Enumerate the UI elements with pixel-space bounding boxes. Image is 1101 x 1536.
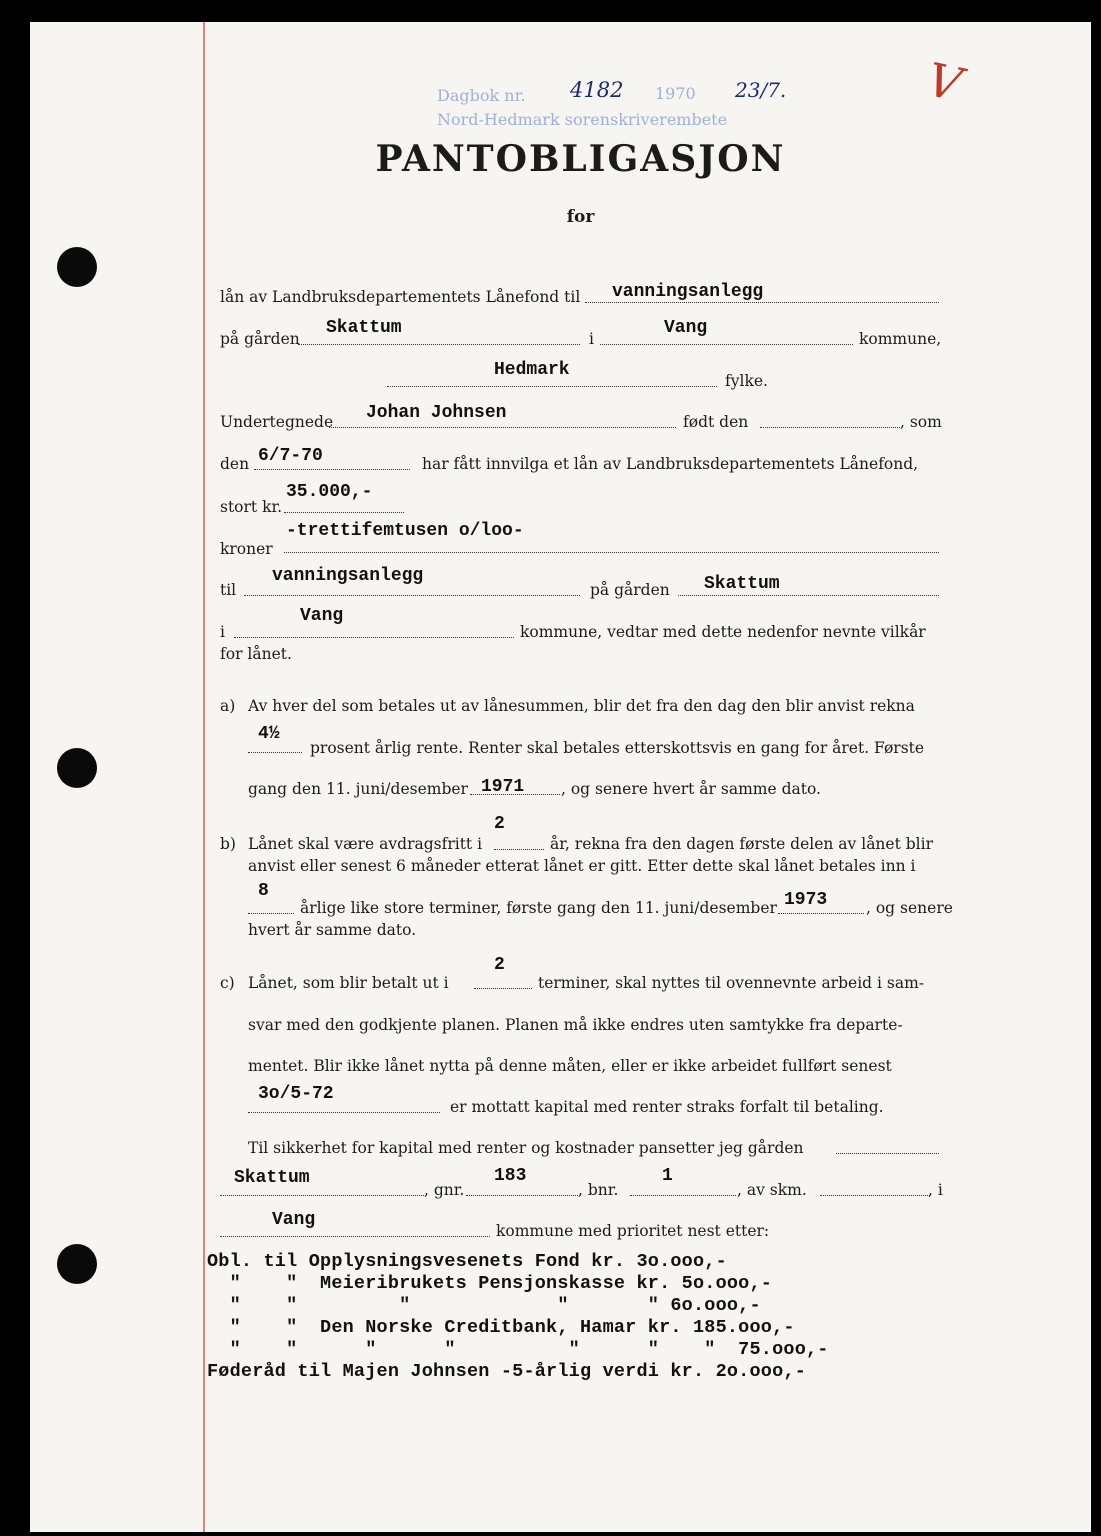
fill-line [234, 637, 514, 638]
accept-text: kommune, vedtar med dette nedenfor nevnte vilkår [520, 623, 926, 641]
fill-line [248, 752, 302, 753]
priority-line: Obl. til Opplysningsvesenets Fond kr. 3o.ooo,- [207, 1251, 727, 1272]
amount-words-value: -trettifemtusen o/loo- [286, 521, 524, 541]
punch-hole [57, 1244, 97, 1284]
stamp-office: Nord-Hedmark sorenskriverembete [437, 110, 728, 129]
priority-line: " " " " " 6o.ooo,- [207, 1295, 761, 1316]
gnr-label: , gnr. [424, 1181, 465, 1199]
terms-value: 8 [258, 881, 269, 901]
municipality-value: Vang [664, 318, 708, 338]
priority-line: " " Meieribrukets Pensjonskasse kr. 5o.ooo,- [207, 1273, 773, 1294]
den-label: den [220, 455, 250, 473]
first-payment-year-value: 1973 [784, 890, 828, 910]
priority-line: Føderåd til Majen Johnsen -5-årlig verdi kr. 2o.ooo,- [207, 1361, 806, 1382]
amount-label: stort kr. [220, 498, 283, 516]
fill-line [329, 427, 676, 428]
farm-label-2: på gården [590, 581, 670, 599]
undersigned-value: Johan Johnsen [366, 403, 507, 423]
til-label: til [220, 581, 237, 599]
clause-b-line3-post: , og senere [866, 899, 953, 917]
bnr-label: , bnr. [578, 1181, 619, 1199]
i-label-2: i [220, 623, 225, 641]
check-mark: V [922, 52, 967, 112]
loan-label: lån av Landbruksdepartementets Lånefond til [220, 288, 581, 306]
deadline-value: 3o/5-72 [258, 1084, 334, 1104]
i-label: i [589, 330, 594, 348]
kroner-label: kroner [220, 540, 273, 558]
fill-line [585, 302, 939, 303]
priority-line: " " Den Norske Creditbank, Hamar kr. 185.ooo,- [207, 1317, 795, 1338]
fill-line [466, 1195, 578, 1196]
fylke-label: fylke. [725, 372, 768, 390]
security-i-label: , i [928, 1181, 943, 1199]
fill-line [254, 469, 410, 470]
fill-line [474, 988, 532, 989]
fill-line [387, 386, 717, 387]
fill-line [494, 849, 544, 850]
fill-line [630, 1195, 736, 1196]
fill-line [220, 1195, 424, 1196]
clause-b-line1-post: år, rekna fra den dagen første delen av lånet blir [550, 835, 933, 853]
undersigned-label: Undertegnede [220, 413, 334, 431]
clause-c-line2: svar med den godkjente planen. Planen må ikke endres uten samtykke fra departe- [248, 1016, 903, 1034]
security-farm-value: Skattum [234, 1168, 310, 1188]
clause-b-letter: b) [220, 835, 236, 853]
fill-line [760, 427, 900, 428]
clause-a-line1: Av hver del som betales ut av lånesummen, blir det fra den dag den blir anvist rekna [248, 697, 915, 715]
margin-line [203, 22, 205, 1532]
clause-b-line4: hvert år samme dato. [248, 921, 417, 939]
stamp-date-suffix: 23/7. [735, 78, 787, 102]
clause-b-line3: årlige like store terminer, første gang den 11. juni/desember [300, 899, 777, 917]
purpose2-value: vanningsanlegg [272, 566, 424, 586]
clause-b-line2: anvist eller senest 6 måneder etterat lånet er gitt. Etter dette skal lånet betales inn i [248, 857, 916, 875]
punch-hole [57, 247, 97, 287]
kommune-label: kommune, [859, 330, 942, 348]
fill-line [678, 595, 939, 596]
interest-rate-value: 4½ [258, 724, 280, 744]
security-municipality-value: Vang [272, 1210, 316, 1230]
clause-c-line1-post: terminer, skal nyttes til ovennevnte arbeid i sam- [538, 974, 925, 992]
stamp-dagbok-number: 4182 [570, 78, 624, 102]
farm2-value: Skattum [704, 574, 780, 594]
gnr-value: 183 [494, 1166, 527, 1186]
stamp-dagbok-label: Dagbok nr. [437, 86, 526, 105]
page-title: PANTOBLIGASJON [375, 138, 786, 180]
fill-line [836, 1153, 939, 1154]
fill-line [600, 344, 853, 345]
clause-c-line1: Lånet, som blir betalt ut i [248, 974, 449, 992]
clause-c-letter: c) [220, 974, 235, 992]
fill-line [248, 1112, 440, 1113]
punch-hole [57, 748, 97, 788]
clause-c-line4: er mottatt kapital med renter straks forfalt til betaling. [450, 1098, 884, 1116]
county-value: Hedmark [494, 360, 570, 380]
born-label: født den [683, 413, 749, 431]
fill-line [778, 913, 864, 914]
loan-purpose: vanningsanlegg [612, 282, 764, 302]
clause-b-line1: Lånet skal være avdragsfritt i [248, 835, 483, 853]
som-label: , som [900, 413, 942, 431]
skm-label: , av skm. [737, 1181, 807, 1199]
amount-value: 35.000,- [286, 482, 373, 502]
years-free-value: 2 [494, 814, 505, 834]
fill-line [820, 1195, 930, 1196]
priority-label: kommune med prioritet nest etter: [496, 1222, 770, 1240]
clause-a-letter: a) [220, 697, 236, 715]
fill-line [248, 913, 294, 914]
accept-text-2: for lånet. [220, 645, 292, 663]
fill-line [284, 512, 404, 513]
fill-line [284, 552, 939, 553]
granted-date-value: 6/7-70 [258, 446, 323, 466]
page-subtitle: for [566, 207, 595, 227]
fill-line [298, 344, 580, 345]
bnr-value: 1 [662, 1166, 673, 1186]
fill-line [220, 1236, 490, 1237]
stamp-year: 1970 [655, 84, 696, 103]
priority-line: " " " " " " " 75.ooo,- [207, 1339, 829, 1360]
farm-label: på gården [220, 330, 300, 348]
payout-terms-value: 2 [494, 955, 505, 975]
clause-a-line2: prosent årlig rente. Renter skal betales etterskottsvis en gang for året. Første [310, 739, 925, 757]
security-line1: Til sikkerhet for kapital med renter og kostnader pansetter jeg gården [248, 1139, 804, 1157]
clause-a-line3: gang den 11. juni/desember [248, 780, 468, 798]
granted-text: har fått innvilga et lån av Landbruksdepartementets Lånefond, [422, 455, 919, 473]
clause-a-line3-post: , og senere hvert år samme dato. [561, 780, 821, 798]
fill-line [244, 595, 580, 596]
first-interest-year-value: 1971 [481, 777, 525, 797]
clause-c-line3: mentet. Blir ikke lånet nytta på denne måten, eller er ikke arbeidet fullført senest [248, 1057, 892, 1075]
farm-value: Skattum [326, 318, 402, 338]
municipality2-value: Vang [300, 606, 344, 626]
